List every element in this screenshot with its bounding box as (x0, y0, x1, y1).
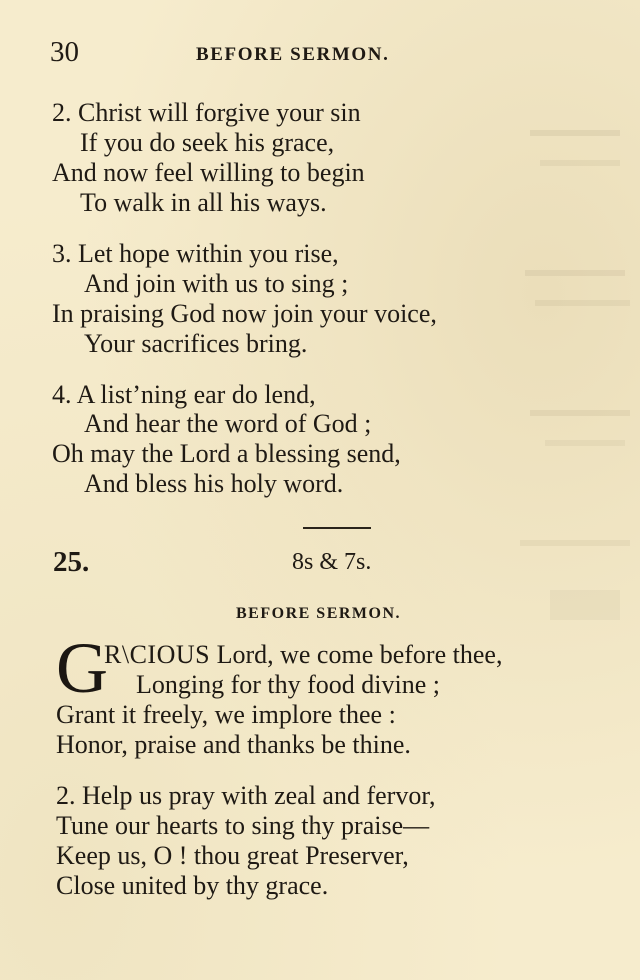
verse-line: Oh may the Lord a blessing send, (52, 439, 401, 468)
verse-line: If you do seek his grace, (80, 128, 335, 157)
hymn-number: 25. (53, 546, 90, 578)
verse-line: 2. Help us pray with zeal and fervor, (56, 781, 436, 810)
verse-line: To walk in all his ways. (80, 188, 327, 217)
running-head: BEFORE SERMON. (196, 44, 390, 65)
verse-line: In praising God now join your voice, (52, 299, 437, 328)
verse-line-first (104, 640, 502, 670)
verse-line: Your sacrifices bring. (84, 329, 308, 358)
verse-line: 4. A list’ning ear do lend, (52, 380, 316, 409)
verse-line: Tune our hearts to sing thy praise— (56, 811, 430, 840)
verse-line: 3. Let hope within you rise, (52, 239, 339, 268)
verse-line: Honor, praise and thanks be thine. (56, 730, 411, 759)
section-divider (303, 527, 371, 529)
verse-line: Close united by thy grace. (56, 871, 329, 900)
verse-line: And now feel willing to begin (52, 158, 365, 187)
verse-line: 2. Christ will forgive your sin (52, 98, 361, 127)
first-word: R\CIOUS (104, 640, 211, 669)
hymn-heading: BEFORE SERMON. (236, 605, 402, 622)
show-through-texture (520, 120, 640, 647)
verse-line: Keep us, O ! thou great Preserver, (56, 841, 409, 870)
page-number: 30 (50, 36, 79, 68)
verse-line: And join with us to sing ; (84, 269, 349, 298)
hymn-meter: 8s & 7s. (292, 549, 372, 575)
verse-line: Longing for thy food divine ; (136, 670, 441, 699)
first-line-rest: Lord, we come before thee, (210, 640, 503, 669)
drop-cap: G (56, 628, 108, 708)
verse-line: And bless his holy word. (84, 469, 344, 498)
verse-line: Grant it freely, we implore thee : (56, 700, 396, 729)
bleed-marks (520, 120, 640, 640)
verse-line: And hear the word of God ; (84, 409, 372, 438)
